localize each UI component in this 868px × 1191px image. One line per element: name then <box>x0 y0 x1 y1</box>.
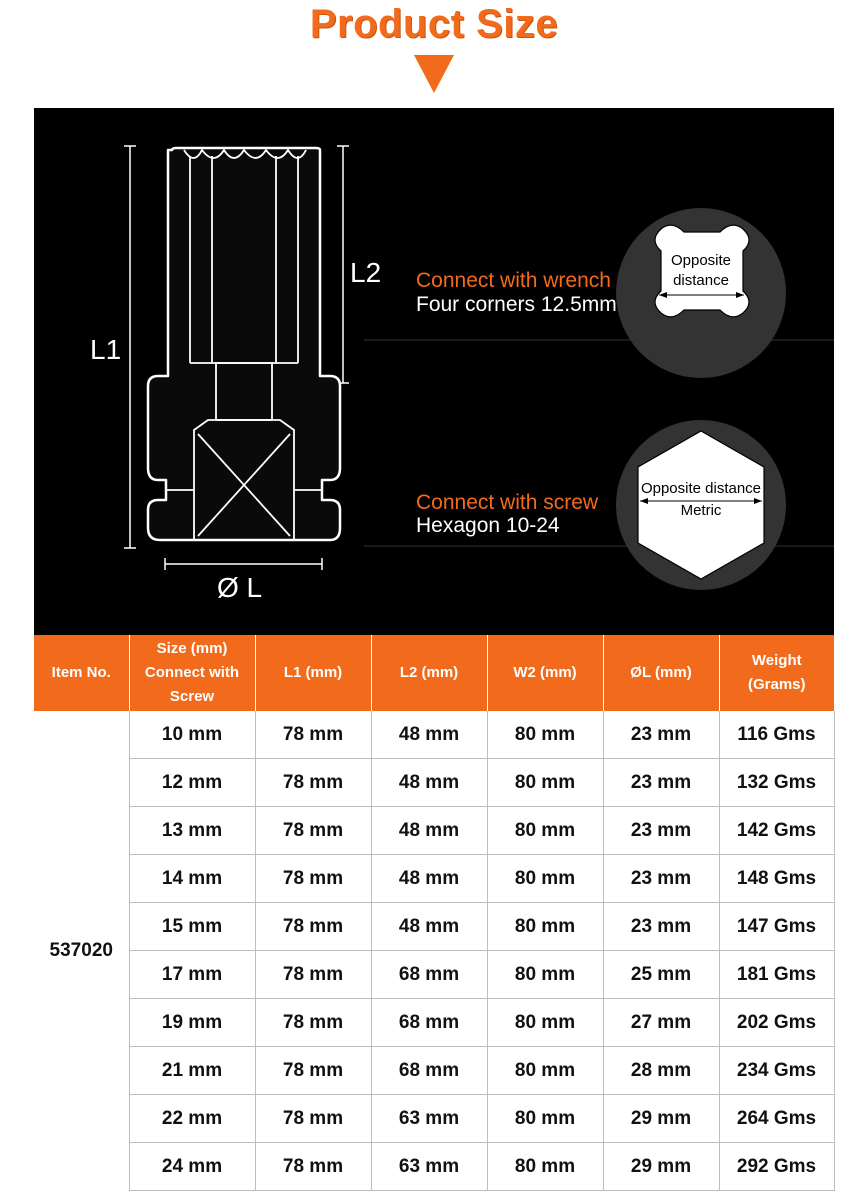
dl-cell: 25 mm <box>603 951 719 999</box>
dl-cell: 27 mm <box>603 999 719 1047</box>
l2-cell: 63 mm <box>371 1143 487 1191</box>
table-row <box>34 903 834 951</box>
l2-cell: 48 mm <box>371 711 487 759</box>
header-size <box>129 635 255 711</box>
table-row <box>34 999 834 1047</box>
header-size-line1: Size (mm) <box>156 640 228 657</box>
wrench-opposite-label <box>662 251 740 291</box>
l1-cell: 78 mm <box>255 855 371 903</box>
w2-cell: 80 mm <box>487 903 603 951</box>
w2-cell: 80 mm <box>487 951 603 999</box>
w2-cell: 80 mm <box>487 1143 603 1191</box>
l1-cell: 78 mm <box>255 807 371 855</box>
l1-cell: 78 mm <box>255 711 371 759</box>
size-cell: 19 mm <box>129 999 255 1047</box>
screw-opposite-line2: Metric <box>680 502 722 519</box>
l2-cell: 48 mm <box>371 855 487 903</box>
header-weight-line1: Weight <box>751 652 802 669</box>
size-cell: 17 mm <box>129 951 255 999</box>
w2-cell: 80 mm <box>487 807 603 855</box>
l1-label: L1 <box>90 334 122 365</box>
l2-cell: 48 mm <box>371 903 487 951</box>
l2-cell: 63 mm <box>371 1095 487 1143</box>
dl-cell: 23 mm <box>603 855 719 903</box>
table-row <box>34 1095 834 1143</box>
weight-cell: 148 Gms <box>719 855 834 903</box>
l2-cell: 68 mm <box>371 1047 487 1095</box>
screw-connect-subtitle: Hexagon 10-24 <box>416 514 560 537</box>
w2-cell: 80 mm <box>487 711 603 759</box>
size-cell: 14 mm <box>129 855 255 903</box>
table-row <box>34 1143 834 1191</box>
l1-cell: 78 mm <box>255 1047 371 1095</box>
size-cell: 21 mm <box>129 1047 255 1095</box>
weight-cell: 116 Gms <box>719 711 834 759</box>
screw-opposite-label <box>638 478 764 522</box>
weight-cell: 202 Gms <box>719 999 834 1047</box>
l1-cell: 78 mm <box>255 759 371 807</box>
down-arrow-icon <box>414 55 454 93</box>
page-title: Product Size <box>309 2 559 46</box>
weight-cell: 292 Gms <box>719 1143 834 1191</box>
dl-cell: 29 mm <box>603 1143 719 1191</box>
l1-cell: 78 mm <box>255 951 371 999</box>
l2-cell: 48 mm <box>371 759 487 807</box>
dl-cell: 23 mm <box>603 759 719 807</box>
dl-cell: 23 mm <box>603 711 719 759</box>
screw-opposite-line1: Opposite distance <box>640 480 762 497</box>
size-cell: 12 mm <box>129 759 255 807</box>
dl-cell: 28 mm <box>603 1047 719 1095</box>
wrench-opposite-line1: Opposite <box>670 252 732 269</box>
dl-cell: 23 mm <box>603 807 719 855</box>
header-l1: L1 (mm) <box>255 635 371 711</box>
size-cell: 10 mm <box>129 711 255 759</box>
size-cell: 13 mm <box>129 807 255 855</box>
weight-cell: 142 Gms <box>719 807 834 855</box>
weight-cell: 264 Gms <box>719 1095 834 1143</box>
wrench-connect-title: Connect with wrench <box>416 269 611 292</box>
item-number-cell: 537020 <box>34 711 129 1191</box>
w2-cell: 80 mm <box>487 1095 603 1143</box>
weight-cell: 132 Gms <box>719 759 834 807</box>
screw-connect-title: Connect with screw <box>416 491 599 514</box>
l1-cell: 78 mm <box>255 903 371 951</box>
l1-cell: 78 mm <box>255 1143 371 1191</box>
w2-cell: 80 mm <box>487 999 603 1047</box>
size-table <box>34 635 835 1191</box>
l2-cell: 68 mm <box>371 999 487 1047</box>
table-row <box>34 807 834 855</box>
socket-diagram-panel <box>34 108 834 635</box>
l2-cell: 68 mm <box>371 951 487 999</box>
w2-cell: 80 mm <box>487 759 603 807</box>
header-dl: ØL (mm) <box>603 635 719 711</box>
weight-cell: 147 Gms <box>719 903 834 951</box>
wrench-connect-subtitle: Four corners 12.5mm <box>416 293 617 316</box>
w2-cell: 80 mm <box>487 1047 603 1095</box>
header-weight <box>719 635 834 711</box>
w2-cell: 80 mm <box>487 855 603 903</box>
wrench-opposite-line2: distance <box>673 272 729 289</box>
header-size-line2: Connect with <box>144 664 240 681</box>
socket-drawing <box>34 108 834 635</box>
table-row <box>34 1047 834 1095</box>
dl-cell: 23 mm <box>603 903 719 951</box>
header-item-no: Item No. <box>34 635 129 711</box>
header-l2: L2 (mm) <box>371 635 487 711</box>
header-w2: W2 (mm) <box>487 635 603 711</box>
size-cell: 22 mm <box>129 1095 255 1143</box>
header-size-line3: Screw <box>169 688 215 705</box>
size-cell: 15 mm <box>129 903 255 951</box>
l1-cell: 78 mm <box>255 1095 371 1143</box>
table-row <box>34 711 834 759</box>
weight-cell: 181 Gms <box>719 951 834 999</box>
table-header-row <box>34 635 834 711</box>
table-row <box>34 951 834 999</box>
dl-cell: 29 mm <box>603 1095 719 1143</box>
l1-cell: 78 mm <box>255 999 371 1047</box>
size-cell: 24 mm <box>129 1143 255 1191</box>
header-weight-line2: (Grams) <box>747 676 806 693</box>
l2-label: L2 <box>350 257 382 288</box>
diameter-label: Ø L <box>217 572 263 603</box>
table-row <box>34 759 834 807</box>
l2-cell: 48 mm <box>371 807 487 855</box>
weight-cell: 234 Gms <box>719 1047 834 1095</box>
table-row <box>34 855 834 903</box>
